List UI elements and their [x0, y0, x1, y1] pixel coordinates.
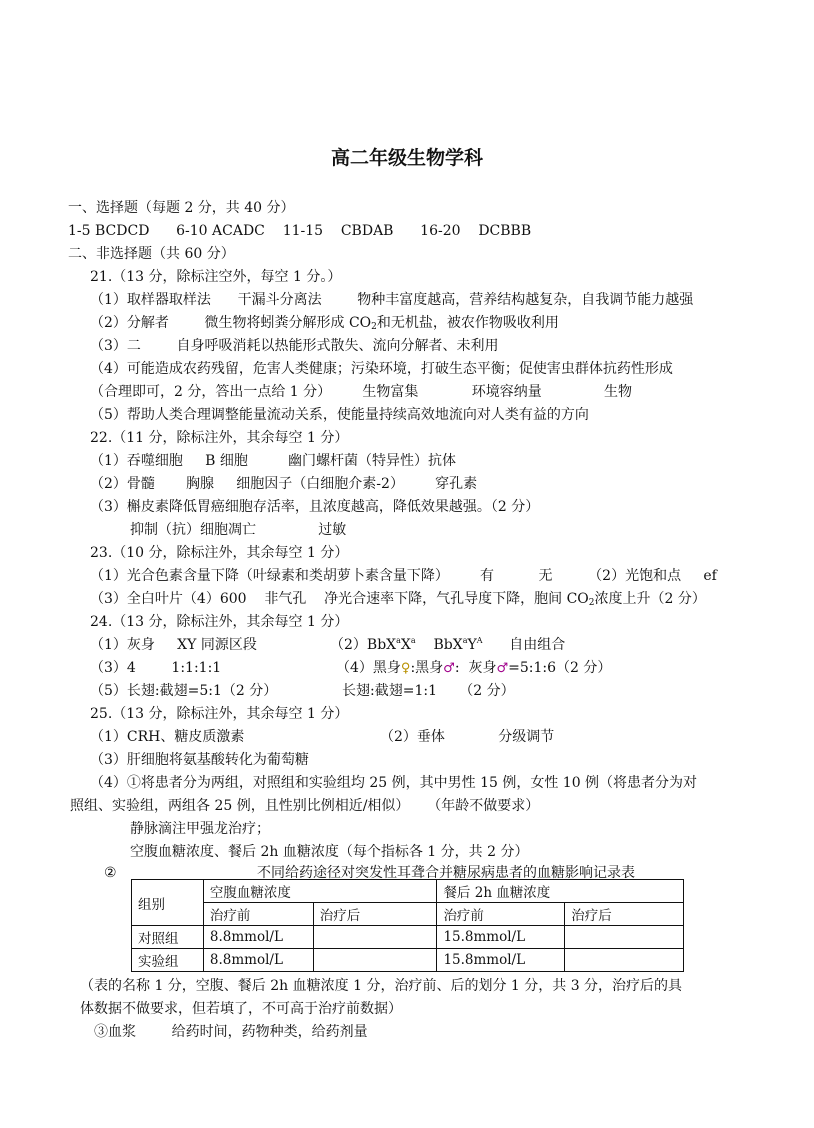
- q23-line2-b: 浓度上升（2 分）: [594, 591, 706, 607]
- cell-fasting-after: [313, 949, 437, 972]
- q22-line1: （1）吞噬细胞 B 细胞 幽门螺杆菌（特异性）抗体: [90, 453, 456, 469]
- male-symbol-icon: ♂: [443, 661, 455, 676]
- genotype-part: BbX: [433, 637, 463, 653]
- part2-heading: 二、非选择题（共 60 分）: [68, 246, 235, 262]
- table-note-line1: （表的名称 1 分，空腹、餐后 2h 血糖浓度 1 分，治疗前、后的划分 1 分，共 3 分，治疗后的具: [80, 978, 683, 994]
- q25-line6: 空腹血糖浓度、餐后 2h 血糖浓度（每个指标各 1 分，共 2 分）: [130, 844, 529, 860]
- q23-line1: （1）光合色素含量下降（叶绿素和类胡萝卜素含量下降） 有 无 （2）光饱和点 ef: [90, 568, 717, 584]
- q21-line2-b: 和无机盐，被农作物吸收利用: [376, 315, 559, 331]
- table-subheader-row: [132, 903, 684, 926]
- header-fasting: 空腹血糖浓度: [203, 880, 437, 903]
- allele-superscript: a: [410, 636, 416, 645]
- q23-line2: [90, 589, 706, 609]
- cell-post-after: [565, 926, 684, 949]
- cell-fasting-after: [313, 926, 437, 949]
- circle-number-2: ②: [104, 865, 117, 881]
- q25-line2: （3）肝细胞将氨基酸转化为葡萄糖: [90, 752, 309, 768]
- q22-line4: 抑制（抗）细胞凋亡 过敏: [130, 522, 347, 538]
- cell-fasting-before: 8.8mmol/L: [203, 949, 313, 972]
- q22-line2: （2）骨髓 胸腺 细胞因子（白细胞介素-2） 穿孔素: [90, 476, 478, 492]
- genotype-part: Y: [467, 637, 477, 653]
- table-title: 不同给药途径对突发性耳聋合并糖尿病患者的血糖影响记录表: [257, 865, 635, 881]
- q24-line1a: （1）灰身 XY 同源区段: [90, 637, 257, 653]
- phenotype-part: （4）黑身: [336, 660, 401, 676]
- q21-line2-a: （2）分解者 微生物将蚓粪分解形成 CO: [90, 315, 372, 331]
- subheader-after: 治疗后: [565, 903, 684, 926]
- q24-header: 24.（13 分，除标注外，其余每空 1 分）: [90, 614, 349, 630]
- table-row: [132, 926, 684, 949]
- phenotype-part: =5:1:6（2 分）: [508, 660, 612, 676]
- table-header-row: [132, 880, 684, 903]
- q24-line1b: [330, 635, 565, 655]
- cell-post-before: 15.8mmol/L: [437, 926, 565, 949]
- genotype-part: （2）BbX: [330, 637, 397, 653]
- q22-header: 22.（11 分，除标注外，其余每空 1 分）: [90, 430, 349, 446]
- row-group: 对照组: [132, 926, 204, 949]
- q25-line1a: （1）CRH、糖皮质激素: [90, 729, 245, 745]
- q22-line3: （3）槲皮素降低胃癌细胞存活率，且浓度越高，降低效果越强。（2 分）: [90, 499, 540, 515]
- cell-post-after: [565, 949, 684, 972]
- co2-subscript: 2: [371, 322, 377, 332]
- allele-superscript: a: [396, 636, 401, 645]
- female-symbol-icon: ♀: [400, 661, 411, 676]
- choice-answers: 1-5 BCDCD 6-10 ACADC 11-15 CBDAB 16-20 DCBBB: [68, 223, 532, 239]
- q21-line4: （4）可能造成农药残留，危害人类健康；污染环境，打破生态平衡；促使害虫群体抗药性形成: [90, 361, 673, 377]
- co2-subscript: 2: [588, 598, 595, 608]
- header-group: 组别: [132, 880, 204, 926]
- genotype-part: 自由组合: [509, 637, 566, 653]
- q21-line5: （合理即可，2 分，答出一点给 1 分） 生物富集 环境容纳量 生物: [90, 384, 633, 400]
- header-postmeal: 餐后 2h 血糖浓度: [437, 880, 684, 903]
- q23-header: 23.（10 分，除标注外，其余每空 1 分）: [90, 545, 349, 561]
- q25-line1b: （2）垂体 分级调节: [380, 729, 555, 745]
- page-title: 高二年级生物学科: [330, 147, 483, 169]
- q21-line2: [90, 313, 559, 333]
- subheader-before: 治疗前: [203, 903, 313, 926]
- q25-line3: （4）①将患者分为两组，对照组和实验组均 25 例，其中男性 15 例，女性 10 例（将患者分为对: [90, 775, 698, 791]
- q24-line3b: 长翅:截翅=1:1 （2 分）: [342, 683, 515, 699]
- blood-glucose-table: [131, 879, 684, 972]
- subheader-after: 治疗后: [313, 903, 437, 926]
- q21-line3: （3）二 自身呼吸消耗以热能形式散失、流向分解者、未利用: [90, 338, 499, 354]
- q25-line4: 照组、实验组，两组各 25 例，且性别比例相近/相似） （年龄不做要求）: [70, 798, 540, 814]
- table-note-line2: 体数据不做要求，但若填了，不可高于治疗前数据）: [80, 1001, 402, 1017]
- q21-line6: （5）帮助人类合理调整能量流动关系，使能量持续高效地流向对人类有益的方向: [90, 407, 589, 423]
- phenotype-part: : 灰身: [454, 660, 497, 676]
- cell-fasting-before: 8.8mmol/L: [203, 926, 313, 949]
- q25-header: 25.（13 分，除标注外，其余每空 1 分）: [90, 706, 349, 722]
- q21-line1: （1）取样器取样法 干漏斗分离法 物种丰富度越高，营养结构越复杂，自我调节能力越强: [90, 292, 694, 308]
- q25-line7: ③血浆 给药时间，药物种类，给药剂量: [94, 1024, 368, 1040]
- part1-heading: 一、选择题（每题 2 分，共 40 分）: [68, 200, 295, 216]
- genotype-part: X: [400, 637, 411, 653]
- q24-line2b: [336, 658, 611, 679]
- q24-line2a: （3）4 1:1:1:1: [90, 660, 222, 676]
- male-symbol-icon: ♂: [496, 661, 509, 676]
- cell-post-before: 15.8mmol/L: [437, 949, 565, 972]
- row-group: 实验组: [132, 949, 204, 972]
- q25-line5: 静脉滴注甲强龙治疗；: [130, 821, 270, 837]
- q21-header: 21.（13 分，除标注空外，每空 1 分。）: [90, 269, 342, 285]
- q23-line2-a: （3）全白叶片（4）600 非气孔 净光合速率下降，气孔导度下降，胞间 CO: [90, 591, 589, 607]
- phenotype-part: :黑身: [410, 660, 444, 676]
- allele-superscript: A: [476, 636, 483, 645]
- q24-line3a: （5）长翅:截翅=5:1（2 分）: [90, 683, 278, 699]
- table-row: [132, 949, 684, 972]
- subheader-before: 治疗前: [437, 903, 565, 926]
- allele-superscript: a: [462, 636, 468, 645]
